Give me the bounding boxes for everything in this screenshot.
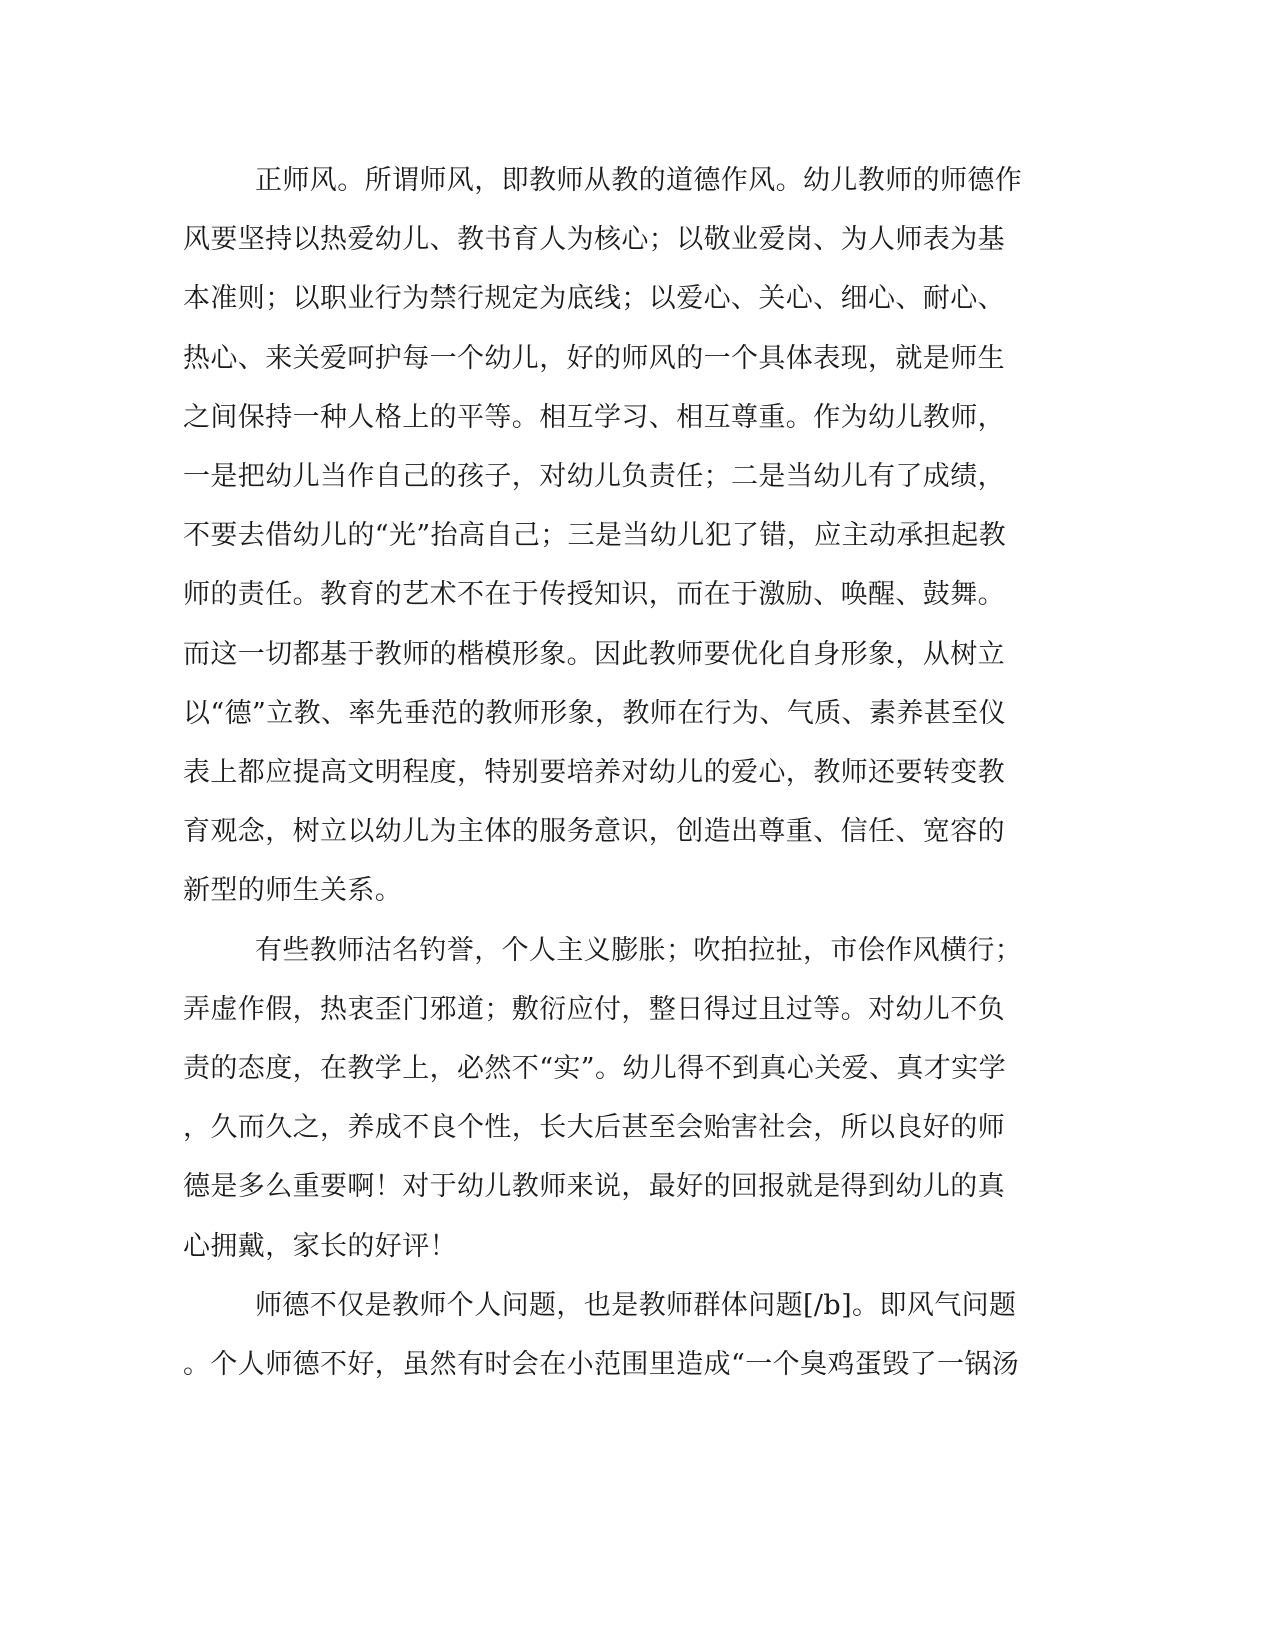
paragraph-line: 不要去借幼儿的“光”抬高自己；三是当幼儿犯了错，应主动承担起教 (183, 520, 1007, 552)
paragraph-line: 心拥戴，家长的好评！ (183, 1230, 457, 1262)
paragraph-line: 责的态度，在教学上，必然不“实”。幼儿得不到真心关爱、真才实学 (183, 1053, 1007, 1084)
paragraph-line: 表上都应提高文明程度，特别要培养对幼儿的爱心，教师还要转变教 (183, 757, 1005, 788)
paragraph-line: 师的责任。教育的艺术不在于传授知识，而在于激励、唤醒、鼓舞。 (183, 579, 1005, 611)
paragraph-line: 之间保持一种人格上的平等。相互学习、相互尊重。作为幼儿教师， (183, 401, 1005, 433)
paragraph-first-line: 师德不仅是教师个人问题，也是教师群体问题[/b]。即风气问题 (255, 1289, 1017, 1321)
paragraph-first-line: 有些教师沽名钓誉，个人主义膨胀；吹拍拉扯，市侩作风横行； (255, 934, 1023, 966)
paragraph-line: 育观念，树立以幼儿为主体的服务意识，创造出尊重、信任、宽容的 (183, 816, 1005, 848)
paragraph-line: 以“德”立教、率先垂范的教师形象，教师在行为、气质、素养甚至仪 (183, 697, 1007, 729)
paragraph-line: 弄虚作假，热衷歪门邪道；敷衍应付，整日得过且过等。对幼儿不负 (183, 993, 1005, 1025)
paragraph-first-line: 正师风。所谓师风，即教师从教的道德作风。幼儿教师的师德作 (255, 165, 1023, 196)
paragraph-line: 风要坚持以热爱幼儿、教书育人为核心；以敬业爱岗、为人师表为基 (183, 224, 1005, 256)
paragraph-line: ，久而久之，养成不良个性，长大后甚至会贻害社会，所以良好的师 (183, 1112, 1005, 1144)
paragraph-line: 德是多么重要啊！对于幼儿教师来说，最好的回报就是得到幼儿的真 (183, 1171, 1005, 1203)
paragraph-line: 本准则；以职业行为禁行规定为底线；以爱心、关心、细心、耐心、 (183, 283, 1005, 315)
paragraph-line: 一是把幼儿当作自己的孩子，对幼儿负责任；二是当幼儿有了成绩， (183, 461, 1005, 492)
paragraph-line: 。个人师德不好，虽然有时会在小范围里造成“一个臭鸡蛋毁了一锅汤 (183, 1349, 1020, 1380)
document-body (183, 0, 1028, 1650)
paragraph-line: 而这一切都基于教师的楷模形象。因此教师要优化自身形象，从树立 (183, 638, 1005, 670)
paragraph-line: 新型的师生关系。 (183, 875, 403, 907)
paragraph-line: 热心、来关爱呵护每一个幼儿，好的师风的一个具体表现，就是师生 (183, 342, 1005, 374)
